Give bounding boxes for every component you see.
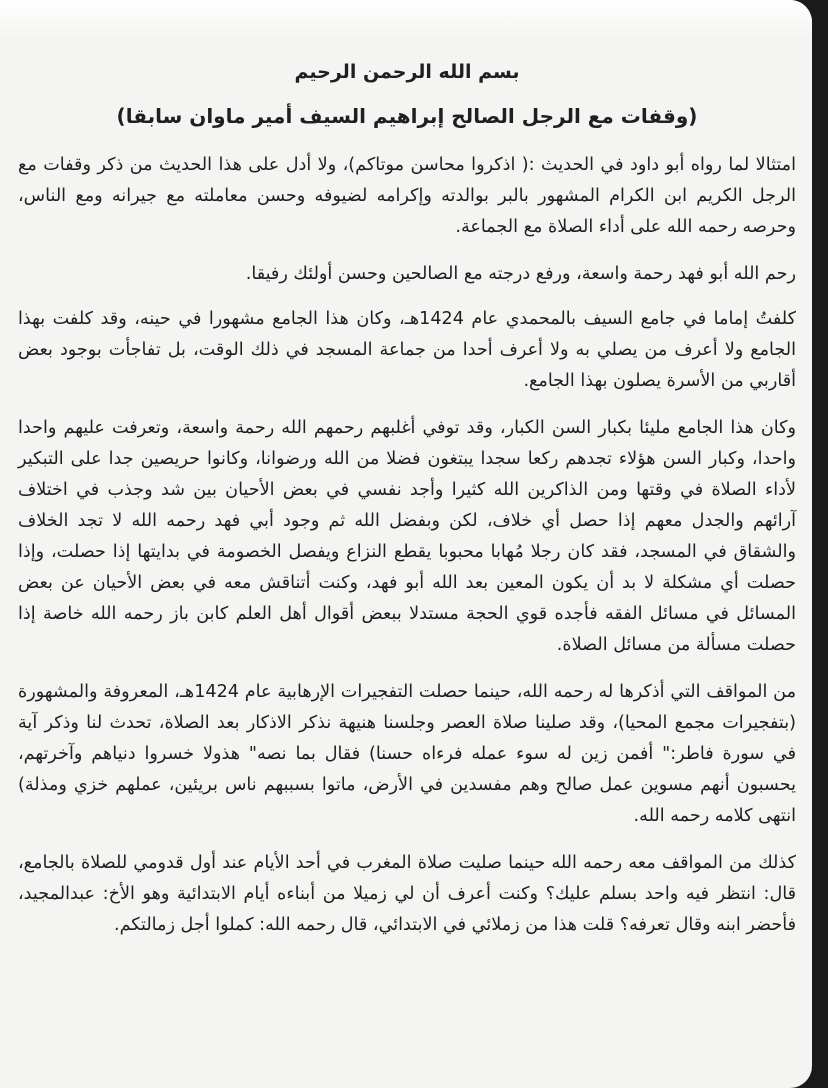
paragraph-1: امتثالا لما رواه أبو داود في الحديث :( اذكروا محاسن موتاكم)، ولا أدل على هذا الحديث من ذكر وقفات مع الرجل الكريم ابن الكرام المشهور بالبر بوالدته وإكرامه لضيوفه وحسن معاملته مع جيرانه ومع الناس، وحرصه رحمه الله على أداء الصلاة مع الجماعة.	[18, 155, 796, 237]
header-fade	[0, 0, 812, 40]
paragraph-3: كلفتُ إماما في جامع السيف بالمحمدي عام 1424هـ، وكان هذا الجامع مشهورا في حينه، وقد كلفت بهذا الجامع ولا أعرف من يصلي به ولا أعرف أحدا من جماعة المسجد في ذلك الوقت، بل تفاجأت بوجود بعض أقاربي من الأسرة يصلون بهذا الجامع.	[18, 309, 797, 391]
paragraph-6: كذلك من المواقف معه رحمه الله حينما صليت صلاة المغرب في أحد الأيام عند أول قدومي للصلاة بالجامع، قال: انتظر فيه واحد بسلم عليك؟ وكنت أعرف أن لي زميلا من أبناءه أيام الابتدائية وهو الأخ: عبدالمجيد، فأحضر ابنه وقال تعرفه؟ قلت هذا من زملائي في الابتدائي، قال رحمه الله: كملوا أجل زمالتكم.	[18, 853, 796, 935]
document-body	[18, 52, 796, 957]
paragraph-5: من المواقف التي أذكرها له رحمه الله، حينما حصلت التفجيرات الإرهابية عام 1424هـ، المعروفة والمشهورة (بتفجيرات مجمع المحيا)، وقد صلينا صلاة العصر وجلسنا هنيهة نذكر الاذكار بعد الصلاة، تحدث لنا وذكر آية في سورة فاطر:" أفمن زين له سوء عمله فرءاه حسنا) فقال بما نصه" هذولا خسروا دنياهم وآخرتهم، يحسبون أنهم مسوين عمل صالح وهم مفسدين في الأرض، ماتوا بسببهم ناس بريئين، عملهم خزي ومذلة) انتهى كلامه رحمه الله.	[18, 682, 796, 826]
paragraph-4: وكان هذا الجامع مليئا بكبار السن الكبار، وقد توفي أغلبهم رحمهم الله رحمة واسعة، وتعرفت عليهم واحدا واحدا، وكبار السن هؤلاء تجدهم ركعا سجدا يبتغون فضلا من الله ورضوانا، وكانوا حريصين جدا على التبكير لأداء الصلاة في وقتها ومن الذاكرين الله كثيرا وأجد نفسي في بعض الأحيان بين شد وجذب في اختلاف آرائهم والجدل معهم إذا حصل أي خلاف، لكن وبفضل الله ثم وجود أبي فهد رحمه الله لا تجد الخلاف والشقاق في المسجد، فقد كان رجلا مُهابا محبوبا يقطع النزاع ويفصل الخصومة في بدايتها إذا حصلت، وإذا حصلت أي مشكلة لا بد أن يكون المعين بعد الله أبو فهد، وكنت أتناقش معه في بعض الأحيان عن بعض المسائل في مسائل الفقه فأجده قوي الحجة مستدلا ببعض أقوال أهل العلم كابن باز رحمه الله خاصة إذا حصلت مسألة من مسائل الصلاة.	[18, 418, 796, 655]
paragraph-2: رحم الله أبو فهد رحمة واسعة، ورفع درجته مع الصالحين وحسن أولئك رفيقا.	[245, 264, 796, 284]
document-title: (وقفات مع الرجل الصالح إبراهيم السيف أمير ماوان سابقا)	[116, 104, 698, 128]
bismillah-heading: بسم الله الرحمن الرحيم	[294, 61, 520, 83]
